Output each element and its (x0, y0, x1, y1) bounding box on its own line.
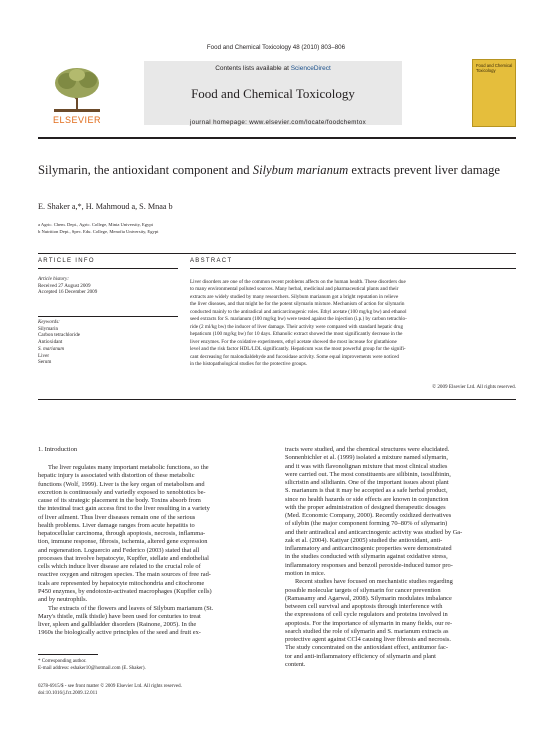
abstract-line: to many environmental polluted sources. Many herbal, medicinal and pharmaceutical plants and their (190, 286, 399, 293)
body-line: inflammatory and anticarcinogenic properties were demonstrated (285, 545, 452, 553)
body-line: hepatocellular carcinoma, through apoptosis, necrosis, inflamma- (38, 530, 206, 538)
abstract-rule (190, 268, 516, 269)
body-line: The study concentrated on the antioxidant effect, antitumor fac- (285, 644, 448, 652)
issn-line: 0278-6915/$ - see front matter © 2009 Elsevier Ltd. All rights reserved. (38, 684, 182, 689)
history-label: Article history: (38, 276, 69, 282)
abstract-heading: ABSTRACT (190, 258, 233, 264)
abstract-text (190, 279, 516, 369)
abstract-line: cant decreasing for malondialdehyde and fucosidase activity. Some equal improvements were noticed (190, 353, 399, 360)
running-head: Food and Chemical Toxicology 48 (2010) 803–806 (206, 44, 346, 51)
body-line: tracts were studied, and the chemical structures were elucidated. (285, 446, 450, 453)
abstract-line: Liver disorders are one of the common recent problems affects on the human health. These disorders due (190, 279, 406, 285)
history-rule (38, 316, 178, 317)
body-line: health problems. Liver damage ranges from acute hepatitis to (38, 521, 195, 529)
author-email: E-mail address: eshaker10@hotmail.com (E. Shaker). (38, 666, 146, 671)
article-history (38, 276, 178, 296)
abstract-line: extracts are widely studied by many researchers. Silybum marianum got a bright reputation in relieve (190, 293, 399, 300)
body-line: functions (Wolf, 1999). Liver is the key organ of metabolism and (38, 480, 205, 488)
article-title (38, 162, 508, 178)
title-species: Silybum marianum (252, 163, 349, 177)
body-line: cause of its strategic placement in the body. Toxins absorb from (38, 497, 201, 505)
body-left-column (38, 464, 270, 638)
body-line: icals are represented by hepatocyte mitochondria and citochrome (38, 579, 205, 587)
keywords-block (38, 319, 178, 366)
body-line: inflammatory responses and benzoil peroxide-induced tumor pro- (285, 561, 453, 569)
body-line: Mary's thistle, milk thistle) have been used for centuries to treat (38, 612, 201, 620)
body-line: with the proper administration of designed therapeutic dosages (285, 503, 446, 511)
abstract-line: the liver diseases, and that might be for the potent silymarin mixture. Mechanism of action for silymarin (190, 301, 405, 308)
corresponding-author-note: * Corresponding author. (38, 659, 87, 664)
journal-name: Food and Chemical Toxicology (191, 86, 355, 101)
body-line: processes that involve hepatocyte, Kupffer, stellate and endothelial (38, 554, 209, 562)
body-line: the expressions of cell cycle regulators and proteins involved in (285, 611, 448, 619)
keyword: S. marianum (38, 345, 65, 352)
abstract-line: seed extracts for S. marianum (100 mg/kg bw) were tested against the injection (i.p.) by carbon tetrachlo- (190, 316, 407, 323)
body-line: the intestinal tract gain access first to the liver resulting in a variety (38, 505, 210, 513)
received-date: Received 27 August 2009 (38, 282, 91, 289)
body-line: protective agent against CCl4 causing liver fibrosis and necrosis. (285, 636, 451, 644)
footnote-rule (38, 654, 98, 655)
body-line: (Med. Economic Company, 2000). Recently oxidized derivatives (285, 512, 452, 520)
body-line: P450 enzymes, by endotoxin-activated macrophages (Kupffer cells) (38, 587, 212, 595)
body-line: motion in mice. (285, 569, 326, 577)
abstract-end-rule (38, 399, 516, 400)
title-part-2: extracts prevent liver damage (348, 163, 501, 177)
accepted-date: Accepted 16 December 2009 (38, 289, 98, 296)
body-line: excretion is continuously and variedly exposed to xenobiotics be- (38, 488, 206, 496)
keyword: Serum (38, 359, 52, 366)
publisher-name: ELSEVIER (52, 115, 102, 125)
body-line: hepatic injury is associated with distortion of these metabolic (38, 472, 195, 480)
keyword: Silymarin (38, 325, 59, 332)
journal-masthead (144, 61, 402, 125)
body-line: in the studies conducted with silymarin against oxidative stress, (285, 553, 448, 561)
body-right-column (285, 446, 517, 669)
front-matter-rule (38, 253, 516, 254)
affiliation-a: a Agric. Chem. Dept., Agric. College, Minia University, Egypt (38, 222, 153, 227)
body-line: of liver ailment. Thus liver diseases remain one of the serious (38, 513, 196, 521)
body-line: search studied the role of silymarin and S. marianum extracts as (285, 627, 449, 635)
body-line: liver, spleen and gallbladder disorders (Rainone, 2005). In the (38, 621, 197, 629)
cover-title: Food and Chemical Toxicology (476, 63, 513, 73)
section-heading: 1. Introduction (38, 446, 78, 453)
body-line: (Ramasamy and Agarwal, 2008). Silymarin modulates imbalance (285, 594, 452, 602)
body-line: Recent studies have focused on mechanistic studies regarding (295, 578, 453, 586)
body-line: since no health hazards or side effects are known in conjunction (285, 495, 449, 503)
body-line: were carried out. The most constituents are silibinin, isosilibinin, (285, 470, 451, 478)
keyword: Antioxidant (38, 339, 63, 346)
body-line: and it was with flavonolignan mixture that most clinical studies (285, 462, 448, 470)
abstract-line: liver enzymes. For the oxidative experiments, ethyl acetate showed the most increase for glutathione (190, 338, 397, 345)
body-line: silicristin and silidianin. One of the important issues about plant (285, 479, 449, 487)
body-line: Sonnenbichler et al. (1999) isolated a mixture named silymarin, (285, 454, 448, 462)
affiliation-b: b Nutrition Dept., Spec. Edu. College, Menofia University, Egypt (38, 228, 159, 234)
body-line: tor and anti-inflammatory efficiency of silymarin and plant (285, 652, 436, 660)
body-line: zak et al. (2004). Katiyar (2005) studied the antioxidant, anti- (285, 536, 443, 544)
abstract-line: ride (2 ml/kg bw) the inducer of liver damage. Their activity were compared with standard hepatic drug (190, 323, 404, 330)
abstract-line: level and the risk factor HDL/LDL significantly. Hepaticum was the most powerful group for the signifi- (190, 346, 406, 353)
abstract-copyright: © 2009 Elsevier Ltd. All rights reserved. (432, 384, 516, 390)
body-line: and by neutrophils. (38, 596, 88, 604)
article-info-heading: ARTICLE INFO (38, 258, 95, 264)
contents-line (144, 65, 402, 72)
sciencedirect-link[interactable]: ScienceDirect (290, 65, 331, 72)
author-list: E. Shaker a,*, H. Mahmoud a, S. Mnaa b (38, 202, 173, 211)
body-line: and regeneration. Loguercio and Federico (2003) stated that all (38, 546, 200, 554)
body-line: possible molecular targets of silymarin for cancer prevention (285, 586, 441, 594)
keywords-label: Keywords: (38, 319, 60, 325)
abstract-line: conducted mainly to the antiradical and anticarcinogenic roles. Ethyl acetate (100 mg/kg bw) and ethanol (190, 308, 407, 315)
body-line: apoptosis. For the importance of silymarin in many fields, our re- (285, 619, 453, 627)
body-line: S. marianum is that it may be accepted as a safe herbal product, (285, 487, 448, 495)
body-line: content. (285, 660, 306, 668)
body-line: between cell survival and apoptosis through interference with (285, 603, 443, 611)
title-part-1: Silymarin, the antioxidant component and (38, 163, 253, 177)
body-line: 1960s the biologically active principles of the seed and fruit ex- (38, 629, 201, 637)
body-line: reactive oxygen and nitrogen species. The main sources of free rad- (38, 571, 211, 579)
contents-prefix: Contents lists available at (215, 65, 291, 72)
journal-banner (40, 61, 518, 134)
body-line: The liver regulates many important metabolic functions, so the (48, 464, 209, 471)
abstract-line: in the histopathological studies for the protective groups. (190, 361, 308, 368)
keyword: Carbon tetrachloride (38, 332, 81, 339)
body-line: The extracts of the flowers and leaves of Silybum marianum (St. (48, 604, 214, 612)
doi-link[interactable]: doi:10.1016/j.fct.2009.12.011 (38, 691, 98, 696)
body-line: of silybin (the major component forming 70–80% of silymarin) (285, 520, 448, 528)
body-line: cells which induce liver disease are related to the crucial role of (38, 563, 201, 571)
article-info-rule (38, 268, 178, 269)
keyword: Liver (38, 352, 50, 359)
abstract-line: hepaticum (100 mg/kg bw) for 10 days. Ethanolic extract showed the most significantly decrease in the (190, 331, 403, 338)
body-line: and their antiradical and anticarcinogenic activity was studied by Ga- (285, 528, 463, 536)
journal-cover-thumbnail (472, 59, 516, 127)
body-line: tion, immune response, fibrosis, ischemia, altered gene expression (38, 538, 208, 546)
journal-homepage[interactable]: journal homepage: www.elsevier.com/locate/foodchemtox (190, 119, 367, 126)
banner-rule (38, 137, 516, 139)
